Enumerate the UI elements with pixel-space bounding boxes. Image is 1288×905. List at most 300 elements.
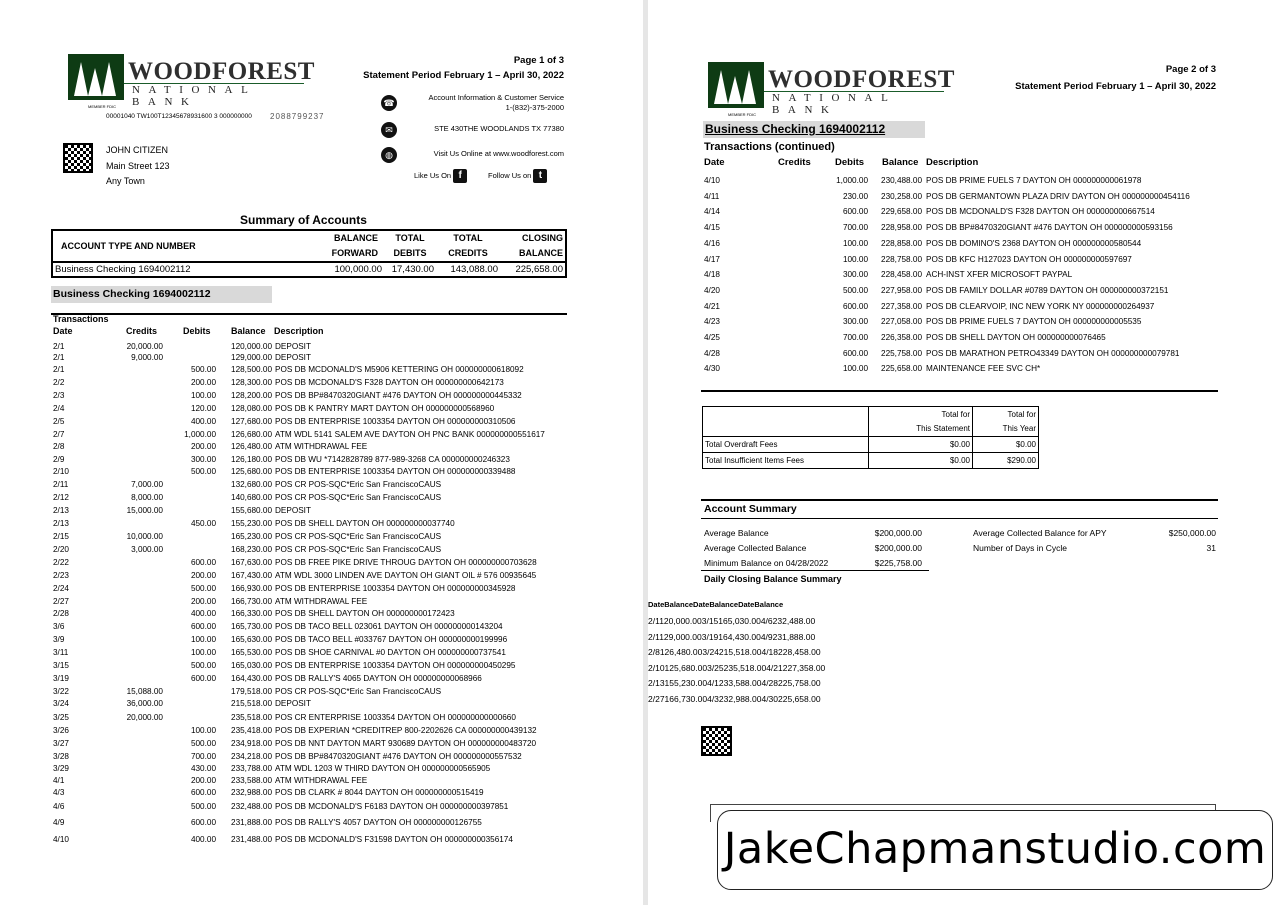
tx-balance: 129,000.00: [231, 353, 272, 362]
transaction-row: [0, 454, 643, 466]
avg-balance-value: $200,000.00: [874, 528, 922, 538]
tx-balance: 228,958.00: [881, 223, 922, 232]
transaction-row: [648, 330, 1288, 345]
statement-period-2: Statement Period February 1 – April 30, 2022: [1015, 81, 1216, 92]
transaction-row: [0, 583, 643, 595]
summary-forward: 100,000.00: [334, 264, 382, 275]
tx-date: 2/4: [53, 404, 65, 413]
tx-debit: 1,000.00: [836, 176, 868, 185]
tx-debit: 100.00: [190, 635, 216, 644]
section-title-2: Business Checking 1694002112: [703, 121, 925, 138]
tx-balance: 125,680.00: [231, 467, 272, 476]
tx-date: 4/30: [704, 364, 720, 373]
tx-description: DEPOSIT: [275, 353, 311, 362]
tx-description: POS DB WU *7142828789 877-989-3268 CA 000000000246323: [275, 455, 510, 464]
tx-credit: 10,000.00: [126, 532, 163, 541]
phone-number: 1-(832)-375-2000: [505, 103, 564, 112]
tx-debit: 200.00: [190, 776, 216, 785]
tx-debit: 100.00: [842, 364, 868, 373]
tx-description: POS DB ENTERPRISE 1003354 DAYTON OH 000000000310506: [275, 417, 516, 426]
tx-debit: 430.00: [190, 764, 216, 773]
tx-debit: 100.00: [190, 391, 216, 400]
tx-balance: 165,230.00: [231, 532, 272, 541]
apy-label: Average Collected Balance for APY: [973, 528, 1107, 538]
daily-date: 2/8: [648, 647, 660, 657]
tx-debit: 500.00: [190, 802, 216, 811]
daily-date: 4/3: [707, 693, 719, 704]
days-label: Number of Days in Cycle: [973, 543, 1068, 553]
daily-balance: 129,000.00: [659, 631, 702, 642]
tx-date: 4/17: [704, 255, 720, 264]
tx-date: 2/1: [53, 365, 65, 374]
transaction-row: [0, 557, 643, 569]
tx-date: 4/25: [704, 333, 720, 342]
barcode-number: 2088799237: [270, 112, 325, 121]
daily-date: 4/21: [766, 662, 783, 673]
tx-description: POS DB MCDONALD'S F6183 DAYTON OH 000000000397851: [275, 802, 509, 811]
tx-credit: 20,000.00: [126, 713, 163, 722]
tx-balance: 167,630.00: [231, 558, 272, 567]
rule-account-summary-2: [701, 518, 1218, 519]
tx-date: 3/22: [53, 687, 69, 696]
daily-date: 4/9: [760, 631, 773, 642]
transaction-row: [0, 834, 643, 846]
transaction-row: [0, 787, 643, 799]
tx-date: 4/3: [53, 788, 65, 797]
daily-row: [648, 632, 1288, 642]
account-info-label: Account Information & Customer Service: [428, 93, 564, 102]
tx-date: 3/28: [53, 752, 69, 761]
tx-balance: 120,000.00: [231, 342, 272, 351]
summary-credits: 143,088.00: [450, 264, 498, 275]
qr-code-icon: [63, 143, 93, 173]
bank-address: STE 430THE WOODLANDS TX 77380: [434, 124, 564, 133]
daily-balance: 165,030.00: [718, 616, 761, 626]
woodforest-logo-2: [708, 62, 958, 122]
tx-debit: 200.00: [190, 378, 216, 387]
summary-closing: 225,658.00: [515, 264, 563, 275]
summary-debits: 17,430.00: [391, 264, 434, 275]
daily-row: [648, 678, 1288, 688]
tx-description: POS DB MCDONALD'S F328 DAYTON OH 000000000667514: [926, 207, 1155, 216]
transaction-row: [0, 544, 643, 556]
tx-description: POS CR POS-SQC*Eric San FranciscoCAUS: [275, 545, 442, 554]
daily-balance: 166,730.00: [664, 693, 708, 704]
woodforest-logo: [68, 54, 318, 114]
daily-row: [648, 663, 1288, 673]
transaction-row: [0, 725, 643, 737]
tx-description: POS DB BP#8470320GIANT #476 DAYTON OH 000000000557532: [275, 752, 522, 761]
tx-description: POS DB SHELL DAYTON OH 000000000172423: [275, 609, 455, 618]
transaction-row: [0, 466, 643, 478]
summary-header-debits: TOTAL DEBITS: [393, 233, 427, 258]
fees-header-statement-1: Total for: [869, 407, 973, 422]
tx-balance: 225,758.00: [881, 349, 922, 358]
tx-balance: 226,358.00: [881, 333, 922, 342]
transaction-row: [0, 686, 643, 698]
tx-debit: 100.00: [190, 648, 216, 657]
tx-date: 2/5: [53, 417, 65, 426]
tx-description: POS DB MARATHON PETRO43349 DAYTON OH 000000000079781: [926, 349, 1180, 358]
tx-debit: 500.00: [190, 365, 216, 374]
daily-header-date: Date: [648, 600, 665, 609]
col-balance: Balance: [231, 326, 266, 336]
daily-balance-title: Daily Closing Balance Summary: [704, 574, 842, 584]
follow-us-label: Follow Us on: [488, 170, 532, 180]
tx-date: 3/11: [53, 648, 69, 657]
tx-balance: 231,488.00: [231, 835, 272, 844]
tx-description: POS CR POS-SQC*Eric San FranciscoCAUS: [275, 532, 442, 541]
tx-date: 4/9: [53, 818, 65, 827]
globe-icon: ◍: [381, 147, 397, 163]
tx-description: DEPOSIT: [275, 506, 311, 515]
logo-brand-2: WOODFOREST: [768, 66, 955, 93]
fees-statement-value: $0.00: [869, 437, 973, 453]
summary-header-forward: BALANCE FORWARD: [331, 233, 378, 258]
tx-balance: 233,588.00: [231, 776, 272, 785]
min-balance-value: $225,758.00: [874, 558, 922, 568]
tree-logo-icon: [708, 62, 764, 108]
transaction-row: [0, 441, 643, 453]
tx-balance: 126,680.00: [231, 430, 272, 439]
tx-balance: 232,488.00: [231, 802, 272, 811]
avg-collected-label: Average Collected Balance: [704, 543, 807, 553]
tx-balance: 230,258.00: [881, 192, 922, 201]
daily-date: 2/10: [648, 662, 665, 673]
tx-date: 3/26: [53, 726, 69, 735]
fees-header-statement-2: This Statement: [869, 422, 973, 437]
daily-balance: 232,988.00: [718, 693, 762, 704]
transaction-row: [0, 416, 643, 428]
tx-date: 3/29: [53, 764, 69, 773]
transaction-row: [648, 314, 1288, 329]
tx-description: DEPOSIT: [275, 342, 311, 351]
tx-date: 4/10: [704, 176, 720, 185]
summary-row: [52, 262, 566, 277]
tx-description: POS DB FAMILY DOLLAR #0789 DAYTON OH 000000000372151: [926, 286, 1169, 295]
daily-header-balance: Balance: [664, 600, 694, 609]
tx-credit: 15,000.00: [126, 506, 163, 515]
statement-page-2: [648, 0, 1288, 905]
daily-date: 4/1: [707, 678, 719, 688]
transaction-row: [0, 429, 643, 441]
tx-description: POS DB MCDONALD'S F328 DAYTON OH 000000000642173: [275, 378, 504, 387]
tx-description: POS DB MCDONALD'S M5906 KETTERING OH 000000000618092: [275, 365, 524, 374]
tx-debit: 200.00: [190, 597, 216, 606]
tx-debit: 200.00: [190, 571, 216, 580]
daily-balance: 215,518.00: [718, 647, 762, 657]
daily-header-date: Date: [693, 600, 710, 609]
tx-debit: 300.00: [190, 455, 216, 464]
tx-debit: 700.00: [842, 223, 868, 232]
section-rule: [51, 313, 567, 315]
transaction-row: [0, 596, 643, 608]
tx-balance: 126,480.00: [231, 442, 272, 451]
tx-balance: 179,518.00: [231, 687, 272, 696]
tx-description: POS DB ENTERPRISE 1003354 DAYTON OH 000000000450295: [275, 661, 516, 670]
tx-description: ATM WDL 3000 LINDEN AVE DAYTON OH GIANT OIL # 576 00935645: [275, 571, 537, 580]
tx-balance: 167,430.00: [231, 571, 272, 580]
daily-balance: 235,518.00: [723, 662, 767, 673]
tx-balance: 155,230.00: [231, 519, 272, 528]
tx-balance: 168,230.00: [231, 545, 272, 554]
daily-date: 4/6: [760, 616, 773, 626]
tx-date: 2/11: [53, 480, 69, 489]
tx-date: 2/20: [53, 545, 69, 554]
transaction-row: [0, 698, 643, 710]
tx-balance: 132,680.00: [231, 480, 272, 489]
daily-balance: 233,588.00: [718, 678, 762, 688]
transaction-row: [0, 751, 643, 763]
logo-sub-2: NATIONAL BANK: [772, 92, 896, 116]
daily-balance: 125,680.00: [664, 662, 708, 673]
fees-table: [702, 406, 1039, 469]
daily-date: 2/27: [648, 693, 665, 704]
tx-description: POS DB NNT DAYTON MART 930689 DAYTON OH 000000000483720: [275, 739, 537, 748]
tx-description: POS DB BP#8470320GIANT #476 DAYTON OH 000000000593156: [926, 223, 1173, 232]
transaction-row: [648, 299, 1288, 314]
daily-date: 4/30: [761, 693, 779, 704]
tx-balance: 164,430.00: [231, 674, 272, 683]
tx-date: 2/3: [53, 391, 65, 400]
qr-code-icon-2: [701, 726, 732, 756]
tx-balance: 233,788.00: [231, 764, 272, 773]
tx-description: POS DB MCDONALD'S F31598 DAYTON OH 000000000356174: [275, 835, 513, 844]
tx-balance: 128,300.00: [231, 378, 272, 387]
transaction-row: [648, 252, 1288, 267]
tx-balance: 228,458.00: [881, 270, 922, 279]
page-number: Page 1 of 3: [513, 55, 564, 66]
avg-collected-value: $200,000.00: [874, 543, 922, 553]
tx-debit: 100.00: [842, 255, 868, 264]
tx-date: 2/23: [53, 571, 69, 580]
tx-date: 4/11: [704, 192, 720, 201]
visit-online: Visit Us Online at www.woodforest.com: [433, 149, 564, 158]
fees-year-value: $290.00: [1007, 456, 1036, 465]
tx-debit: 600.00: [842, 302, 868, 311]
tx-debit: 230.00: [842, 192, 868, 201]
tx-date: 3/25: [53, 713, 69, 722]
col-date-2: Date: [704, 157, 725, 168]
transaction-row: [0, 817, 643, 829]
days-value: 31: [1206, 543, 1216, 553]
tx-date: 3/15: [53, 661, 69, 670]
fees-header-year-1: Total for: [1007, 409, 1036, 419]
tx-description: POS DB EXPERIAN *CREDITREP 800-2202626 CA 000000000439132: [275, 726, 537, 735]
tx-debit: 600.00: [842, 349, 868, 358]
col-credits-2: Credits: [778, 157, 811, 168]
tx-credit: 15,088.00: [126, 687, 163, 696]
daily-date: 4/28: [761, 678, 779, 688]
tx-balance: 228,758.00: [881, 255, 922, 264]
daily-date: 3/24: [702, 647, 719, 657]
tx-description: POS DB RALLY'S 4065 DAYTON OH 000000000068966: [275, 674, 482, 683]
summary-title: Summary of Accounts: [240, 213, 367, 227]
logo-fdic: MEMBER FDIC: [88, 104, 116, 109]
fees-statement-value: $0.00: [869, 453, 973, 469]
barcode-text: 00001040 TW100T12345678931600 3 000000000: [106, 113, 252, 120]
tx-description: DEPOSIT: [275, 699, 311, 708]
tx-date: 2/13: [53, 506, 69, 515]
daily-date: 4/18: [761, 647, 779, 657]
tx-description: ACH-INST XFER MICROSOFT PAYPAL: [926, 270, 1073, 279]
transaction-row: [0, 634, 643, 646]
tx-date: 2/1: [53, 353, 65, 362]
tx-debit: 600.00: [190, 558, 216, 567]
tx-balance: 165,630.00: [231, 635, 272, 644]
transaction-row: [0, 775, 643, 787]
tx-debit: 300.00: [842, 270, 868, 279]
rule-after-transactions: [701, 390, 1218, 392]
tx-debit: 500.00: [190, 739, 216, 748]
daily-balance: 155,230.00: [664, 678, 708, 688]
tx-description: POS DB BP#8470320GIANT #476 DAYTON OH 000000000445332: [275, 391, 522, 400]
daily-balance: 126,480.00: [659, 647, 703, 657]
daily-balance: 232,488.00: [772, 616, 816, 626]
tx-balance: 215,518.00: [231, 699, 272, 708]
like-us: [414, 169, 467, 183]
transaction-row: [0, 738, 643, 750]
tx-description: POS DB PRIME FUELS 7 DAYTON OH 000000000061978: [926, 176, 1142, 185]
tx-date: 2/22: [53, 558, 69, 567]
customer-name: JOHN CITIZEN: [106, 145, 168, 155]
daily-balance: 228,458.00: [778, 647, 821, 657]
transaction-row: [648, 346, 1288, 361]
tx-description: POS DB KFC H127023 DAYTON OH 000000000597697: [926, 255, 1132, 264]
tx-balance: 127,680.00: [231, 417, 272, 426]
transaction-row: [0, 570, 643, 582]
summary-header-closing: CLOSING BALANCE: [519, 233, 563, 258]
daily-header-balance: Balance: [754, 600, 784, 609]
transaction-row: [648, 204, 1288, 219]
tx-date: 4/1: [53, 776, 65, 785]
tx-date: 2/10: [53, 467, 69, 476]
transaction-row: [0, 479, 643, 491]
tx-description: ATM WDL 1203 W THIRD DAYTON OH 000000000565905: [275, 764, 491, 773]
tx-balance: 140,680.00: [231, 493, 272, 502]
tx-balance: 165,530.00: [231, 648, 272, 657]
like-us-label: Like Us On: [414, 170, 452, 180]
tx-credit: 9,000.00: [131, 353, 163, 362]
follow-us: [488, 169, 547, 183]
transaction-row: [0, 660, 643, 672]
daily-balance: 227,358.00: [782, 662, 826, 673]
tx-balance: 235,518.00: [231, 713, 272, 722]
daily-header-row: [648, 600, 1288, 609]
tx-description: POS DB SHOE CARNIVAL #0 DAYTON OH 000000000737541: [275, 648, 506, 657]
apy-value: $250,000.00: [1168, 528, 1216, 538]
tx-balance: 166,730.00: [231, 597, 272, 606]
daily-balance: 231,888.00: [772, 631, 816, 642]
tx-credit: 20,000.00: [126, 342, 163, 351]
tx-date: 4/15: [704, 223, 720, 232]
section-title: Business Checking 1694002112: [51, 286, 272, 303]
tx-debit: 400.00: [190, 417, 216, 426]
summary-header-credits: TOTAL CREDITS: [448, 233, 488, 258]
tx-debit: 400.00: [190, 609, 216, 618]
daily-balance: 225,758.00: [778, 678, 821, 688]
daily-date: 2/1: [648, 616, 660, 626]
daily-date: 3/25: [707, 662, 724, 673]
tx-balance: 166,330.00: [231, 609, 272, 618]
transaction-row: [648, 267, 1288, 282]
daily-balance: 120,000.00: [659, 616, 702, 626]
tx-debit: 500.00: [842, 286, 868, 295]
tx-date: 2/13: [53, 519, 69, 528]
tx-balance: 166,930.00: [231, 584, 272, 593]
twitter-icon[interactable]: t: [533, 169, 547, 183]
transaction-row: [0, 518, 643, 530]
statement-page-1: [0, 0, 643, 905]
transaction-row: [648, 361, 1288, 376]
tx-balance: 234,218.00: [231, 752, 272, 761]
tx-description: ATM WITHDRAWAL FEE: [275, 597, 368, 606]
tx-date: 3/6: [53, 622, 65, 631]
transaction-row: [648, 220, 1288, 235]
tx-balance: 232,988.00: [231, 788, 272, 797]
transaction-row: [648, 173, 1288, 188]
watermark: JakeChapmanstudio.com: [717, 810, 1273, 890]
tx-balance: 155,680.00: [231, 506, 272, 515]
tx-date: 3/27: [53, 739, 69, 748]
tx-description: POS DB SHELL DAYTON OH 000000000037740: [275, 519, 455, 528]
tx-debit: 500.00: [190, 584, 216, 593]
tx-description: POS DB DOMINO'S 2368 DAYTON OH 000000000580544: [926, 239, 1142, 248]
fees-header-year-2: This Year: [1002, 424, 1036, 434]
tx-debit: 600.00: [190, 674, 216, 683]
col-description: Description: [274, 326, 324, 336]
facebook-icon[interactable]: f: [453, 169, 467, 183]
transaction-row: [648, 236, 1288, 251]
tx-description: POS DB SHELL DAYTON OH 000000000076465: [926, 333, 1106, 342]
logo-brand: WOODFOREST: [128, 58, 315, 85]
tx-date: 4/28: [704, 349, 720, 358]
daily-balance: 225,658.00: [778, 693, 821, 704]
transaction-row: [0, 403, 643, 415]
tx-description: POS DB CLEARVOIP, INC NEW YORK NY 000000000264937: [926, 302, 1155, 311]
tx-debit: 600.00: [842, 207, 868, 216]
col-balance-2: Balance: [882, 157, 919, 168]
transaction-row: [0, 763, 643, 775]
daily-date: 2/1: [648, 631, 660, 642]
statement-period: Statement Period February 1 – April 30, 2022: [363, 70, 564, 81]
tx-debit: 400.00: [190, 835, 216, 844]
tx-description: ATM WITHDRAWAL FEE: [275, 442, 368, 451]
transaction-row: [0, 673, 643, 685]
col-credits: Credits: [126, 326, 158, 336]
tx-debit: 100.00: [190, 726, 216, 735]
tx-date: 4/10: [53, 835, 69, 844]
tx-date: 3/19: [53, 674, 69, 683]
tx-balance: 227,058.00: [881, 317, 922, 326]
transaction-row: [0, 377, 643, 389]
fees-label: Total Overdraft Fees: [703, 437, 869, 453]
tx-date: 4/16: [704, 239, 720, 248]
daily-header-balance: Balance: [709, 600, 739, 609]
tx-date: 2/9: [53, 455, 65, 464]
daily-date: 2/13: [648, 678, 665, 688]
tx-balance: 231,888.00: [231, 818, 272, 827]
tx-date: 3/9: [53, 635, 65, 644]
tx-description: ATM WDL 5141 SALEM AVE DAYTON OH PNC BANK 000000000551617: [275, 430, 545, 439]
tx-description: POS DB GERMANTOWN PLAZA DRIV DAYTON OH 000000000454116: [926, 192, 1190, 201]
col-debits: Debits: [183, 326, 211, 336]
tx-balance: 225,658.00: [881, 364, 922, 373]
tx-debit: 100.00: [842, 239, 868, 248]
col-date: Date: [53, 326, 73, 336]
tx-description: POS DB PRIME FUELS 7 DAYTON OH 000000000005535: [926, 317, 1142, 326]
tx-date: 4/18: [704, 270, 720, 279]
